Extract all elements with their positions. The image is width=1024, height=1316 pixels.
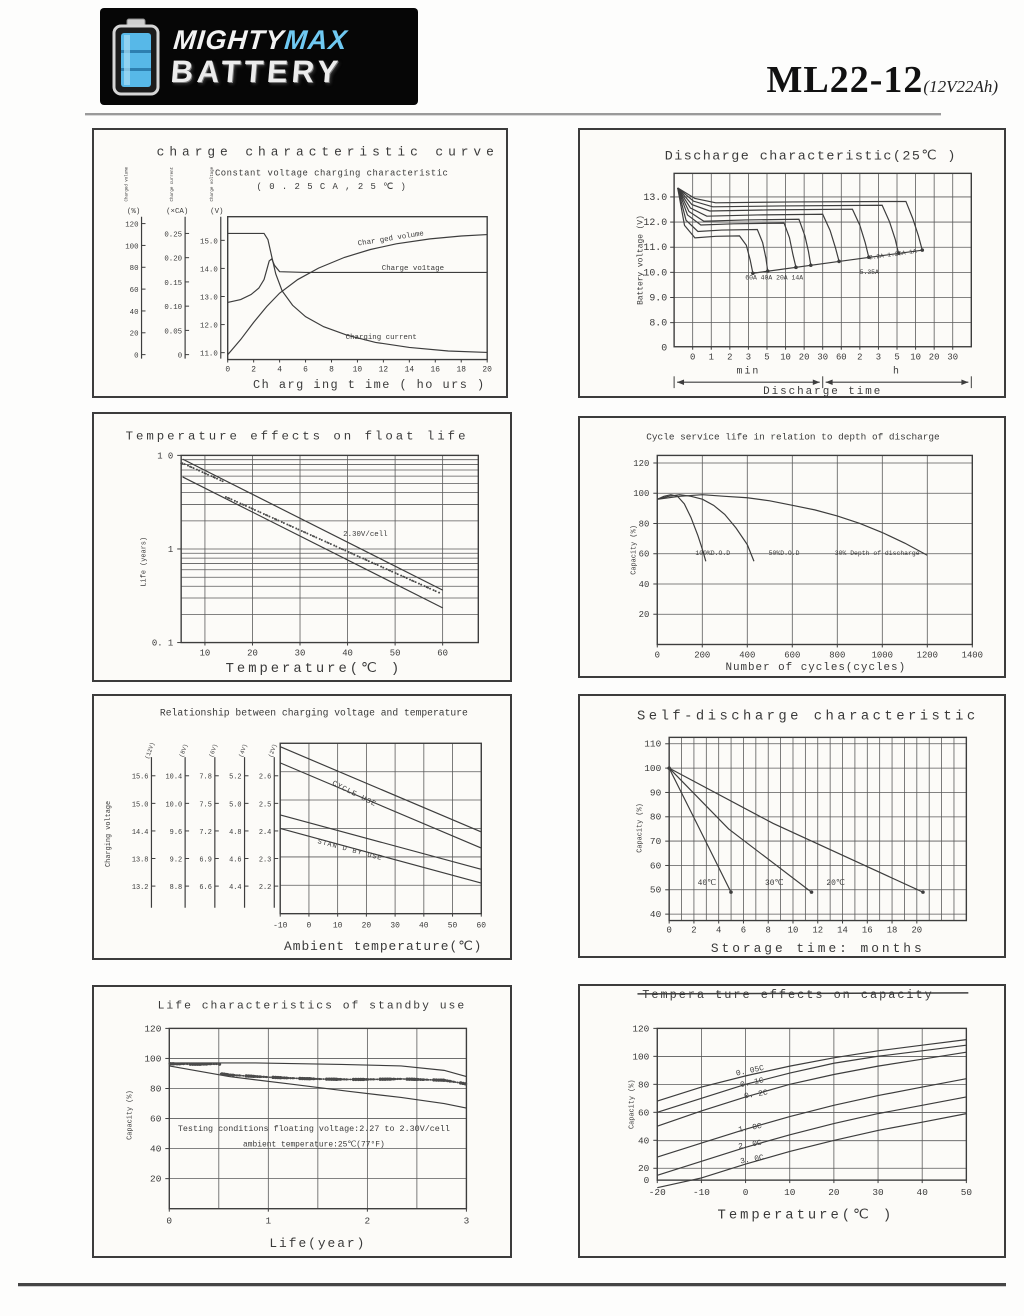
svg-text:1 0: 1 0 — [157, 451, 174, 462]
svg-text:0: 0 — [654, 650, 660, 661]
svg-text:0: 0 — [666, 925, 672, 936]
svg-text:1: 1 — [167, 544, 174, 555]
svg-text:Constant voltage charging char: Constant voltage charging characteristic — [214, 168, 449, 179]
svg-text:4: 4 — [716, 925, 722, 936]
svg-text:0: 0 — [225, 365, 231, 375]
svg-text:80: 80 — [129, 265, 139, 274]
svg-text:20℃: 20℃ — [826, 879, 845, 889]
svg-text:Ambient temperature(℃): Ambient temperature(℃) — [284, 939, 483, 955]
svg-text:30: 30 — [294, 648, 306, 659]
svg-text:2.5: 2.5 — [258, 801, 272, 810]
svg-text:13.0: 13.0 — [200, 294, 218, 303]
svg-text:5: 5 — [894, 352, 900, 363]
svg-text:40: 40 — [150, 1143, 162, 1155]
svg-text:9.0: 9.0 — [649, 292, 668, 304]
svg-text:(6V): (6V) — [207, 742, 220, 759]
svg-text:13.8: 13.8 — [131, 856, 149, 865]
svg-text:9.2: 9.2 — [169, 856, 183, 865]
svg-text:40: 40 — [419, 921, 429, 931]
svg-text:50: 50 — [649, 884, 662, 896]
svg-text:6: 6 — [740, 925, 747, 936]
svg-text:20: 20 — [798, 352, 810, 363]
svg-text:0.20: 0.20 — [164, 255, 183, 264]
svg-text:5.35A: 5.35A — [859, 268, 879, 276]
svg-text:0: 0 — [690, 352, 696, 363]
svg-text:30% Depth of discharge: 30% Depth of discharge — [834, 549, 920, 557]
svg-text:0. 1C: 0. 1C — [739, 1076, 765, 1090]
svg-text:30: 30 — [390, 921, 400, 931]
svg-text:0.15: 0.15 — [164, 279, 183, 288]
svg-text:40: 40 — [638, 579, 650, 590]
svg-text:50: 50 — [389, 648, 401, 659]
svg-text:40: 40 — [649, 909, 662, 921]
svg-text:60A 40A 20A 14A: 60A 40A 20A 14A — [745, 274, 804, 282]
svg-text:20: 20 — [129, 330, 139, 339]
svg-text:10: 10 — [332, 921, 343, 931]
svg-text:6.6: 6.6 — [199, 884, 212, 893]
svg-text:100: 100 — [633, 489, 650, 500]
svg-text:4.8: 4.8 — [229, 828, 242, 837]
svg-text:50: 50 — [447, 921, 458, 931]
svg-text:Testing conditions floating vo: Testing conditions floating voltage:2.27 to 2.30V/cell — [177, 1123, 450, 1134]
svg-text:20: 20 — [828, 1186, 840, 1198]
svg-text:(2V): (2V) — [267, 742, 279, 759]
svg-text:40: 40 — [638, 1135, 650, 1147]
svg-text:120: 120 — [632, 1023, 650, 1035]
svg-text:0.05: 0.05 — [164, 328, 183, 337]
svg-text:(×CA): (×CA) — [166, 207, 189, 216]
panel-self-discharge — [578, 694, 1006, 958]
svg-text:1000: 1000 — [871, 650, 893, 661]
svg-text:Battery voltage (V): Battery voltage (V) — [636, 215, 646, 305]
svg-text:120: 120 — [125, 221, 139, 230]
svg-text:15.0: 15.0 — [131, 801, 149, 810]
svg-text:7.8: 7.8 — [199, 773, 212, 782]
svg-text:1. 0C: 1. 0C — [737, 1121, 763, 1135]
svg-text:100: 100 — [632, 1051, 650, 1063]
svg-text:Charge current: Charge current — [171, 166, 176, 202]
svg-text:10: 10 — [784, 1186, 796, 1198]
svg-text:ambient temperature:25℃(77°F): ambient temperature:25℃(77°F) — [242, 1140, 385, 1150]
svg-text:Discharge characteristic(25℃ ): Discharge characteristic(25℃ ) — [664, 149, 957, 165]
svg-text:10: 10 — [199, 648, 211, 659]
brand-max: MAX — [283, 24, 349, 55]
svg-text:Capacity (%): Capacity (%) — [126, 1090, 135, 1140]
panel-float-life — [92, 412, 512, 682]
svg-text:10.4: 10.4 — [165, 773, 183, 782]
cycle-life-chart — [580, 418, 1004, 676]
svg-text:5.2: 5.2 — [229, 773, 242, 782]
svg-text:40: 40 — [342, 648, 353, 659]
panel-charge-characteristic — [92, 128, 508, 398]
svg-text:CYCLE USE: CYCLE USE — [330, 779, 378, 810]
header-divider — [85, 113, 941, 116]
svg-text:30℃: 30℃ — [764, 879, 784, 889]
svg-text:Charge vo1tage: Charge vo1tage — [381, 264, 445, 273]
float-life-chart — [94, 414, 510, 680]
svg-text:20: 20 — [638, 1163, 650, 1175]
svg-text:16: 16 — [861, 925, 873, 936]
svg-text:Tempera ture effects on capaci: Tempera ture effects on capacity — [642, 987, 934, 1002]
charge-characteristic-chart — [94, 130, 506, 396]
svg-text:STAN D BY USE: STAN D BY USE — [316, 838, 384, 864]
svg-text:10: 10 — [910, 352, 921, 363]
model-capacity: (12V22Ah) — [923, 77, 998, 96]
svg-text:3. 0C: 3. 0C — [739, 1153, 765, 1167]
svg-text:charge characteristic curve: charge characteristic curve — [156, 144, 499, 160]
svg-text:0: 0 — [643, 1175, 650, 1187]
svg-text:Storage time: months: Storage time: months — [710, 941, 925, 956]
svg-text:80: 80 — [649, 811, 662, 823]
svg-text:1200: 1200 — [916, 650, 938, 661]
svg-text:3: 3 — [463, 1215, 470, 1227]
svg-text:10: 10 — [352, 365, 363, 375]
model-number — [767, 58, 998, 102]
svg-text:0: 0 — [661, 342, 668, 354]
svg-text:Self-discharge characteristic: Self-discharge characteristic — [637, 708, 979, 725]
svg-text:5: 5 — [764, 352, 770, 363]
svg-text:30: 30 — [872, 1186, 884, 1198]
panel-standby-life — [92, 985, 512, 1258]
svg-text:40: 40 — [916, 1186, 928, 1198]
svg-text:60: 60 — [649, 860, 662, 872]
footer-divider — [18, 1283, 1006, 1287]
svg-text:6.9: 6.9 — [199, 856, 212, 865]
svg-text:20: 20 — [150, 1173, 162, 1185]
svg-text:2: 2 — [857, 352, 863, 363]
svg-text:60: 60 — [835, 352, 847, 363]
svg-text:100: 100 — [125, 243, 139, 252]
svg-text:5.0: 5.0 — [229, 801, 242, 810]
svg-text:6: 6 — [303, 365, 308, 375]
svg-text:80: 80 — [638, 1079, 650, 1091]
svg-text:Life (years): Life (years) — [140, 536, 149, 587]
svg-text:18: 18 — [886, 925, 898, 936]
svg-text:11.0: 11.0 — [200, 350, 218, 359]
panel-charging-voltage-temperature — [92, 694, 512, 960]
svg-text:Capacity (%): Capacity (%) — [636, 803, 645, 853]
svg-text:9.6: 9.6 — [169, 828, 183, 837]
svg-text:10.0: 10.0 — [643, 267, 668, 279]
svg-text:13.0: 13.0 — [643, 191, 668, 203]
svg-text:4: 4 — [277, 365, 282, 375]
svg-text:20: 20 — [361, 921, 372, 931]
svg-text:Life characteristics of standb: Life characteristics of standby use — [157, 1000, 467, 1013]
svg-text:1: 1 — [708, 352, 714, 363]
svg-text:100%D.O.D: 100%D.O.D — [695, 549, 731, 557]
svg-text:12: 12 — [378, 365, 389, 375]
svg-text:2.4: 2.4 — [258, 828, 272, 837]
svg-text:7.5: 7.5 — [199, 801, 212, 810]
svg-text:8.8: 8.8 — [169, 884, 183, 893]
svg-text:30: 30 — [947, 352, 959, 363]
svg-text:12: 12 — [812, 925, 824, 936]
svg-text:Charged volume: Charged volume — [125, 166, 130, 202]
svg-text:2.6: 2.6 — [258, 773, 272, 782]
svg-text:0: 0 — [306, 921, 312, 931]
svg-text:0.10: 0.10 — [164, 304, 183, 313]
svg-text:16: 16 — [430, 365, 441, 375]
svg-text:600: 600 — [784, 650, 801, 661]
svg-text:20: 20 — [911, 925, 923, 936]
svg-text:200: 200 — [694, 650, 711, 661]
svg-text:Charge voltage: Charge voltage — [210, 166, 215, 202]
charging-voltage-temperature-chart — [94, 696, 510, 958]
svg-text:60: 60 — [638, 1107, 650, 1119]
svg-text:8.0: 8.0 — [649, 317, 668, 329]
svg-text:80: 80 — [638, 519, 650, 530]
svg-text:10: 10 — [780, 352, 791, 363]
svg-text:50: 50 — [960, 1186, 973, 1198]
svg-text:8: 8 — [329, 365, 334, 375]
svg-text:120: 120 — [633, 458, 650, 469]
svg-text:20: 20 — [638, 610, 650, 621]
svg-text:14: 14 — [404, 365, 415, 375]
svg-text:0. 2C: 0. 2C — [743, 1088, 769, 1102]
svg-text:80: 80 — [150, 1083, 162, 1095]
model-code: ML22-12 — [766, 59, 924, 101]
svg-text:100: 100 — [644, 763, 662, 775]
svg-text:-20: -20 — [648, 1186, 666, 1198]
svg-text:12.0: 12.0 — [643, 217, 668, 229]
svg-text:2. 0C: 2. 0C — [737, 1138, 763, 1152]
svg-text:Charging current: Charging current — [345, 333, 417, 342]
svg-text:60: 60 — [476, 921, 487, 931]
svg-text:min: min — [736, 365, 761, 377]
svg-text:800: 800 — [829, 650, 846, 661]
svg-text:Relationship between charging: Relationship between charging voltage and temperature — [159, 707, 468, 719]
svg-text:2.2A 1.25A 1A: 2.2A 1.25A 1A — [868, 247, 917, 262]
svg-text:Temperature effects on float l: Temperature effects on float life — [125, 429, 469, 444]
svg-text:70: 70 — [649, 836, 662, 848]
svg-text:60: 60 — [150, 1113, 162, 1125]
discharge-characteristic-chart — [580, 130, 1004, 396]
svg-text:2: 2 — [251, 365, 257, 375]
brand-mighty: MIGHTY — [172, 24, 286, 55]
svg-text:Temperature(℃ ): Temperature(℃ ) — [225, 661, 403, 678]
self-discharge-chart — [580, 696, 1004, 956]
svg-text:15.6: 15.6 — [131, 773, 149, 782]
svg-text:2: 2 — [364, 1215, 371, 1227]
svg-text:120: 120 — [144, 1023, 162, 1035]
temperature-capacity-chart — [580, 986, 1004, 1256]
brand-battery: BATTERY — [169, 53, 344, 89]
svg-text:2: 2 — [691, 925, 697, 936]
svg-text:20: 20 — [247, 648, 258, 659]
svg-text:8: 8 — [765, 925, 771, 936]
svg-text:0: 0 — [742, 1186, 749, 1198]
svg-text:50%D.O.D: 50%D.O.D — [768, 549, 800, 557]
svg-text:18: 18 — [456, 365, 466, 375]
svg-text:Capacity (%): Capacity (%) — [630, 525, 639, 575]
panel-discharge-characteristic — [578, 128, 1006, 398]
svg-text:Number of cycles(cycles): Number of cycles(cycles) — [725, 662, 907, 675]
svg-text:40: 40 — [129, 308, 139, 317]
svg-text:0. 05C: 0. 05C — [735, 1063, 765, 1079]
svg-text:3: 3 — [875, 352, 882, 363]
svg-text:(8V): (8V) — [177, 742, 190, 759]
svg-text:2.2: 2.2 — [258, 884, 272, 893]
svg-text:12.0: 12.0 — [200, 322, 218, 331]
svg-text:Ch arg ing t ime ( ho urs ): Ch arg ing t ime ( ho urs ) — [253, 378, 486, 393]
svg-text:( 0 . 2 5 C A , 2 5 ℃ ): ( 0 . 2 5 C A , 2 5 ℃ ) — [256, 182, 407, 193]
svg-text:Capacity (%): Capacity (%) — [628, 1079, 637, 1130]
svg-text:60: 60 — [437, 648, 448, 659]
svg-text:100: 100 — [144, 1053, 162, 1065]
svg-text:(4V): (4V) — [237, 742, 249, 759]
svg-text:0: 0 — [166, 1215, 173, 1227]
svg-text:Charging voltage: Charging voltage — [104, 800, 113, 867]
svg-text:Char ged volume: Char ged volume — [357, 230, 425, 249]
svg-text:2.3: 2.3 — [258, 856, 272, 865]
svg-text:(12V): (12V) — [143, 741, 157, 761]
svg-text:10.0: 10.0 — [165, 801, 183, 810]
svg-text:-10: -10 — [273, 921, 288, 931]
svg-text:110: 110 — [644, 738, 662, 750]
brand-logo — [100, 8, 418, 105]
panel-cycle-life — [578, 416, 1006, 678]
svg-text:4.4: 4.4 — [229, 884, 242, 893]
svg-text:2: 2 — [727, 352, 733, 363]
svg-text:10: 10 — [787, 925, 799, 936]
svg-text:(%): (%) — [126, 207, 141, 216]
svg-text:h: h — [893, 365, 901, 377]
svg-text:4.6: 4.6 — [229, 856, 242, 865]
standby-life-chart — [94, 987, 510, 1256]
svg-text:14.4: 14.4 — [131, 828, 149, 837]
svg-text:15.0: 15.0 — [200, 238, 218, 247]
svg-text:60: 60 — [638, 549, 650, 560]
svg-text:14: 14 — [837, 925, 848, 936]
svg-text:20: 20 — [482, 365, 492, 375]
svg-text:(V): (V) — [210, 207, 224, 216]
svg-text:1400: 1400 — [961, 650, 983, 661]
svg-text:0.25: 0.25 — [164, 231, 183, 240]
svg-text:Life(year): Life(year) — [269, 1236, 367, 1252]
brand-text — [169, 24, 349, 89]
panel-temperature-capacity — [578, 984, 1006, 1258]
svg-text:7.2: 7.2 — [199, 828, 212, 837]
svg-text:0: 0 — [177, 352, 183, 361]
svg-text:1: 1 — [265, 1215, 272, 1227]
svg-text:14.0: 14.0 — [200, 266, 218, 275]
svg-text:400: 400 — [739, 650, 756, 661]
svg-text:Cycle service life in relation: Cycle service life in relation to depth of discharge — [646, 431, 940, 443]
svg-text:-10: -10 — [692, 1186, 710, 1198]
svg-text:60: 60 — [129, 287, 139, 296]
svg-text:0: 0 — [134, 352, 139, 361]
svg-text:3: 3 — [745, 352, 752, 363]
svg-text:30: 30 — [817, 352, 829, 363]
svg-text:40℃: 40℃ — [697, 879, 717, 889]
svg-text:11.0: 11.0 — [643, 242, 668, 254]
svg-text:2.30V/cell: 2.30V/cell — [343, 531, 388, 540]
svg-text:Temperature(℃ ): Temperature(℃ ) — [717, 1207, 895, 1224]
svg-text:13.2: 13.2 — [131, 884, 149, 893]
svg-text:Discharge time: Discharge time — [763, 386, 883, 396]
battery-icon — [110, 17, 162, 97]
svg-text:20: 20 — [928, 352, 940, 363]
svg-text:90: 90 — [649, 787, 662, 799]
svg-text:0. 1: 0. 1 — [151, 638, 174, 649]
